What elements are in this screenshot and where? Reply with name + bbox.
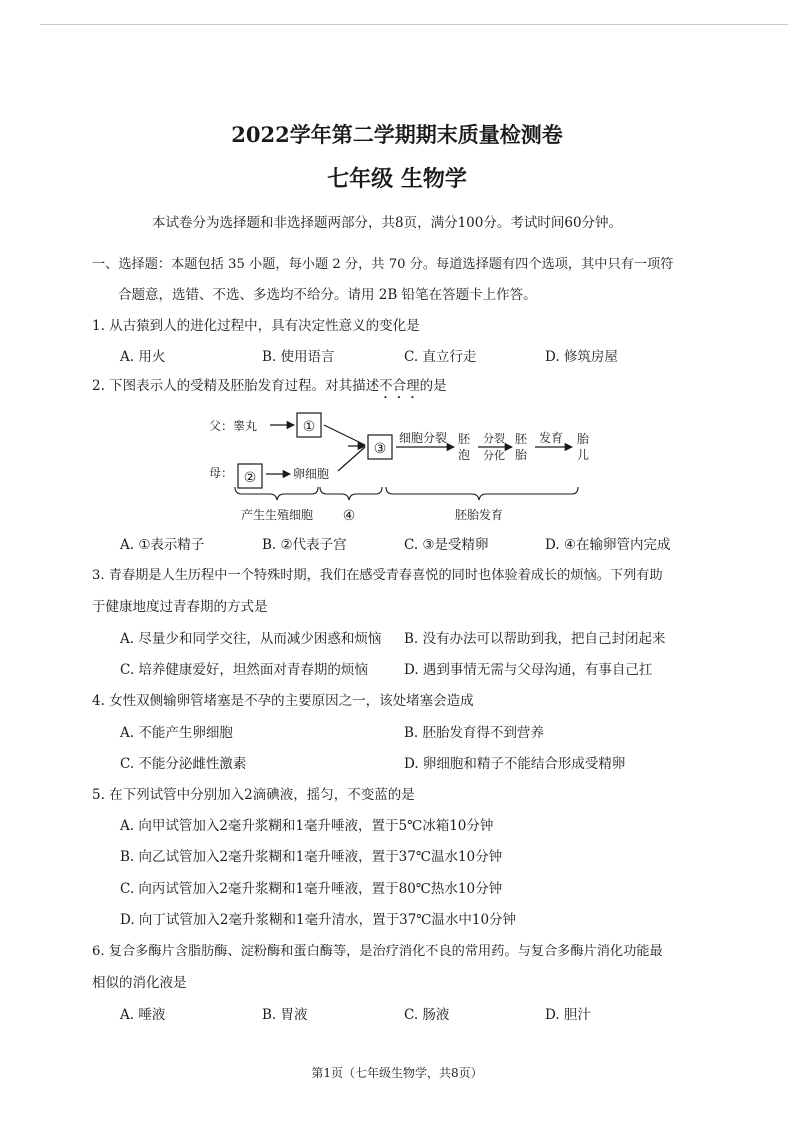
fetus-top: 胎 — [577, 432, 590, 446]
brace-development-label: 胚胎发育 — [454, 508, 504, 522]
converge-line-top — [324, 425, 365, 445]
q4-option-a[interactable]: A. 不能产生卵细胞 — [120, 725, 233, 741]
q6-option-d[interactable]: D. 胆汁 — [545, 1007, 591, 1023]
q4-option-d[interactable]: D. 卵细胞和精子不能结合形成受精卵 — [404, 756, 626, 772]
q5-option-a[interactable]: A. 向甲试管加入2毫升浆糊和1毫升唾液，置于5℃冰箱10分钟 — [120, 818, 494, 834]
scan-edge-line — [40, 24, 788, 25]
q6-stem-line1: 6. 复合多酶片含脂肪酶、淀粉酶和蛋白酶等，是治疗消化不良的常用药。与复合多酶片消化功能最 — [92, 944, 663, 959]
blastocyst-top: 胚 — [458, 432, 471, 446]
box-1-label: ① — [302, 419, 316, 435]
q6-option-c[interactable]: C. 肠液 — [404, 1007, 450, 1023]
father-label: 父：睾丸 — [209, 419, 258, 433]
q3-stem-line1: 3. 青春期是人生历程中一个特殊时期，我们在感受青春喜悦的同时也体验着成长的烦恼。下列有助 — [92, 568, 663, 583]
section1-line1: 一、选择题：本题包括 35 小题，每小题 2 分，共 70 分。每道选择题有四个选项，其中只有一项符 — [92, 257, 674, 272]
blastocyst-bottom: 泡 — [458, 448, 471, 462]
q3-option-d[interactable]: D. 遇到事情无需与父母沟通，有事自己扛 — [404, 662, 653, 678]
exam-subtitle: 七年级 生物学 — [327, 166, 467, 192]
q6-option-a[interactable]: A. 唾液 — [120, 1007, 166, 1023]
q4-option-b[interactable]: B. 胚胎发育得不到营养 — [404, 725, 545, 741]
brace-gametes-label: 产生生殖细胞 — [240, 508, 314, 522]
converge-line-bottom — [338, 447, 365, 471]
q1-option-a[interactable]: A. 用火 — [120, 349, 166, 365]
egg-label: 卵细胞 — [293, 467, 330, 481]
q5-option-d[interactable]: D. 向丁试管加入2毫升浆糊和1毫升清水，置于37℃温水中10分钟 — [120, 912, 517, 928]
brace-fertilization-label: ④ — [342, 508, 356, 524]
q6-stem-line2: 相似的消化液是 — [92, 975, 187, 991]
brace-development — [386, 487, 578, 500]
q6-option-b[interactable]: B. 胃液 — [262, 1007, 308, 1023]
q3-option-a[interactable]: A. 尽量少和同学交往，从而减少困惑和烦恼 — [120, 631, 382, 647]
q2-stem-emphasis: 不合理 — [379, 378, 420, 394]
fetus-bottom: 儿 — [577, 448, 590, 462]
q5-option-b[interactable]: B. 向乙试管加入2毫升浆糊和1毫升唾液，置于37℃温水10分钟 — [120, 849, 503, 865]
q4-stem: 4. 女性双侧输卵管堵塞是不孕的主要原因之一，该处堵塞会造成 — [92, 693, 474, 709]
q2-option-c[interactable]: C. ③是受精卵 — [404, 537, 489, 553]
page-footer: 第1页（七年级生物学，共8页） — [311, 1066, 483, 1080]
brace-fertilization — [320, 487, 382, 500]
fertilization-diagram — [190, 405, 600, 530]
cell-division-label: 细胞分裂 — [399, 431, 448, 445]
q1-option-c[interactable]: C. 直立行走 — [404, 349, 477, 365]
q2-option-b[interactable]: B. ②代表子宫 — [262, 537, 347, 553]
q2-stem-part3: 的是 — [419, 378, 447, 394]
exam-title: 2022学年第二学期期末质量检测卷 — [231, 122, 563, 147]
embryo-bottom: 胎 — [515, 448, 528, 462]
q1-option-d[interactable]: D. 修筑房屋 — [545, 349, 618, 365]
q3-stem-line2: 于健康地度过青春期的方式是 — [92, 599, 268, 615]
q1-option-b[interactable]: B. 使用语言 — [262, 349, 335, 365]
q5-option-c[interactable]: C. 向丙试管加入2毫升浆糊和1毫升唾液，置于80℃热水10分钟 — [120, 881, 503, 897]
q5-stem: 5. 在下列试管中分别加入2滴碘液，摇匀，不变蓝的是 — [92, 787, 415, 803]
develop-label: 发育 — [539, 431, 564, 445]
section1-line2: 合题意，选错、不选、多选均不给分。请用 2B 铅笔在答题卡上作答。 — [118, 287, 537, 303]
q2-option-d[interactable]: D. ④在输卵管内完成 — [545, 537, 671, 553]
q2-stem — [92, 377, 447, 402]
brace-gametes — [235, 487, 318, 500]
mother-label: 母： — [209, 466, 234, 480]
embryo-top: 胚 — [515, 432, 528, 446]
box-3-label: ③ — [373, 441, 387, 457]
differentiate-label: 分化 — [483, 449, 505, 462]
exam-intro: 本试卷分为选择题和非选择题两部分，共8页，满分100分。考试时间60分钟。 — [152, 215, 623, 231]
q2-stem-part1: 2. 下图表示人的受精及胚胎发育过程。对其描述 — [92, 378, 380, 394]
split-label: 分裂 — [483, 432, 505, 445]
q3-option-c[interactable]: C. 培养健康爱好，坦然面对青春期的烦恼 — [120, 662, 368, 678]
q4-option-c[interactable]: C. 不能分泌雌性激素 — [120, 756, 247, 772]
q1-stem: 1. 从古猿到人的进化过程中，具有决定性意义的变化是 — [92, 318, 420, 334]
q3-option-b[interactable]: B. 没有办法可以帮助到我，把自己封闭起来 — [404, 631, 666, 647]
box-2-label: ② — [243, 470, 257, 486]
q2-option-a[interactable]: A. ①表示精子 — [120, 537, 205, 553]
